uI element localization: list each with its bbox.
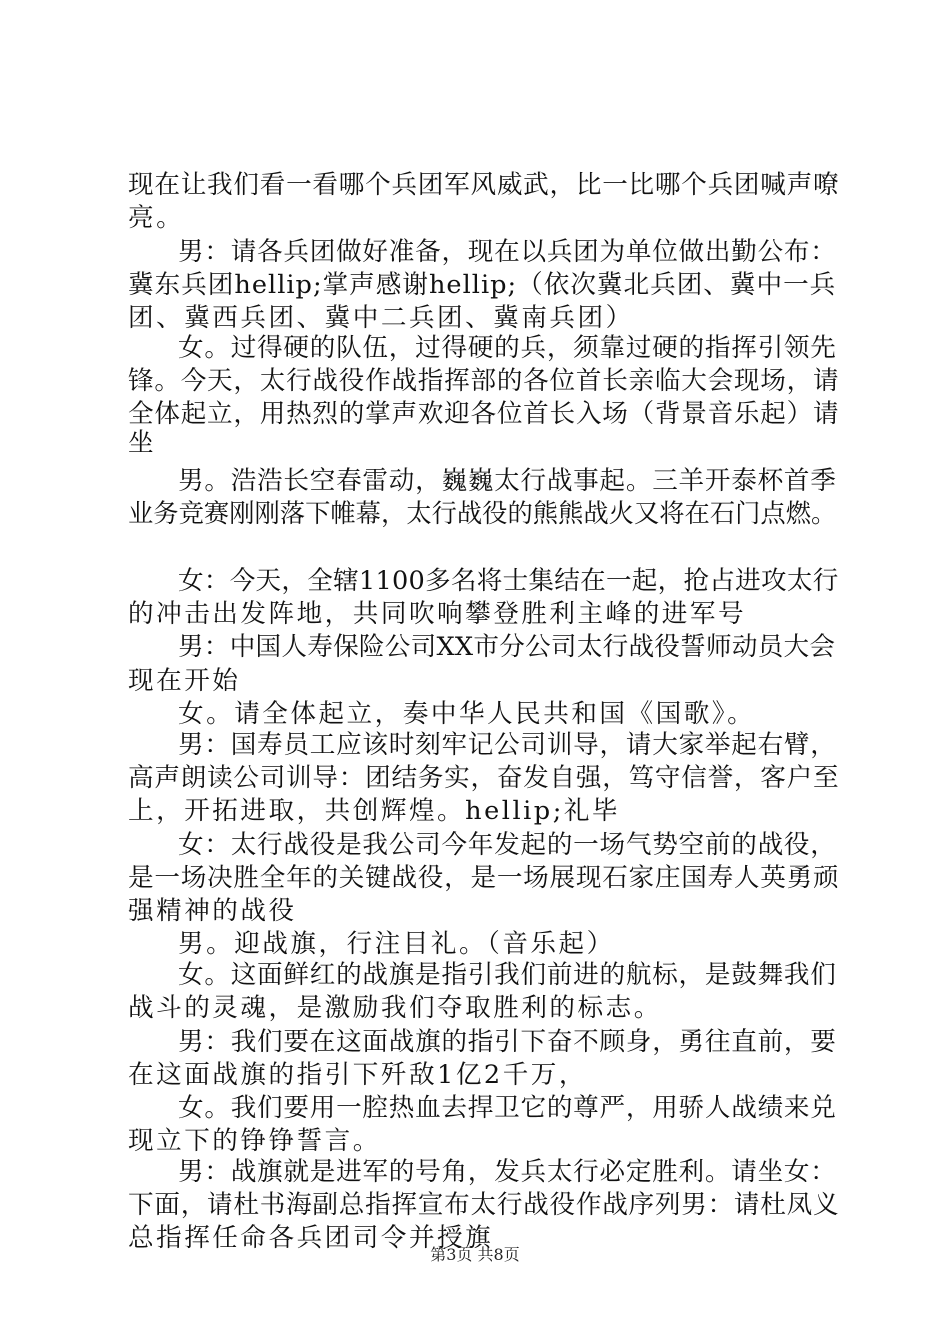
text-line: 男：中国人寿保险公司XX市分公司太行战役誓师动员大会 bbox=[178, 632, 836, 662]
text-line: 现在让我们看一看哪个兵团军风威武，比一比哪个兵团喊声嘹 bbox=[128, 170, 840, 200]
text-line: 强精神的战役 bbox=[128, 896, 297, 926]
text-line: 是一场决胜全年的关键战役，是一场展现石家庄国寿人英勇顽 bbox=[128, 863, 840, 893]
text-line: 女。请全体起立，奏中华人民共和国《国歌》。 bbox=[178, 699, 756, 729]
text-line: 坐 bbox=[128, 428, 157, 458]
text-line: 总指挥任命各兵团司令并授旗 bbox=[128, 1223, 494, 1253]
text-line: 男：我们要在这面战旗的指引下奋不顾身，勇往直前，要 bbox=[178, 1027, 837, 1057]
text-line: 女：太行战役是我公司今年发起的一场气势空前的战役， bbox=[178, 830, 837, 860]
text-line: 女：今天，全辖1100多名将士集结在一起，抢占进攻太行 bbox=[178, 566, 839, 596]
text-line: 男：请各兵团做好准备，现在以兵团为单位做出勤公布： bbox=[178, 237, 837, 267]
text-line: 下面，请杜书海副总指挥宣布太行战役作战序列男：请杜凤义 bbox=[128, 1190, 840, 1220]
page-number-footer: 第3页 共8页 bbox=[430, 1245, 520, 1264]
text-line: 全体起立，用热烈的掌声欢迎各位首长入场（背景音乐起）请 bbox=[128, 399, 840, 429]
text-line: 男。迎战旗，行注目礼。（音乐起） bbox=[178, 929, 615, 959]
text-line: 女。这面鲜红的战旗是指引我们前进的航标，是鼓舞我们 bbox=[178, 960, 837, 990]
text-line: 业务竞赛刚刚落下帷幕，太行战役的熊熊战火又将在石门点燃。 bbox=[128, 499, 837, 528]
text-line: 团、冀西兵团、冀中二兵团、冀南兵团） bbox=[128, 303, 634, 333]
text-line: 男：国寿员工应该时刻牢记公司训导，请大家举起右臂， bbox=[178, 730, 837, 760]
text-line: 女。过得硬的队伍，过得硬的兵，须靠过硬的指挥引领先 bbox=[178, 333, 837, 363]
text-line: 男。浩浩长空春雷动，巍巍太行战事起。三羊开泰杯首季 bbox=[178, 466, 837, 496]
text-line: 上，开拓进取，共创辉煌。hellip;礼毕 bbox=[128, 796, 621, 826]
text-line: 锋。今天，太行战役作战指挥部的各位首长亲临大会现场，请 bbox=[128, 366, 840, 396]
text-line: 亮。 bbox=[128, 203, 185, 233]
text-line: 现立下的铮铮誓言。 bbox=[128, 1126, 381, 1156]
text-line: 战斗的灵魂，是激励我们夺取胜利的标志。 bbox=[128, 993, 662, 1023]
text-line: 现在开始 bbox=[128, 666, 241, 696]
text-line: 在这面战旗的指引下歼敌1亿2千万， bbox=[128, 1060, 587, 1090]
text-line: 冀东兵团hellip;掌声感谢hellip;（依次冀北兵团、冀中一兵 bbox=[128, 270, 837, 300]
text-line: 高声朗读公司训导：团结务实，奋发自强，笃守信誉，客户至 bbox=[128, 763, 840, 793]
text-line: 女。我们要用一腔热血去捍卫它的尊严，用骄人战绩来兑 bbox=[178, 1093, 837, 1123]
text-line: 男：战旗就是进军的号角，发兵太行必定胜利。请坐女： bbox=[178, 1157, 837, 1187]
text-line: 的冲击出发阵地，共同吹响攀登胜利主峰的进军号 bbox=[128, 599, 747, 629]
